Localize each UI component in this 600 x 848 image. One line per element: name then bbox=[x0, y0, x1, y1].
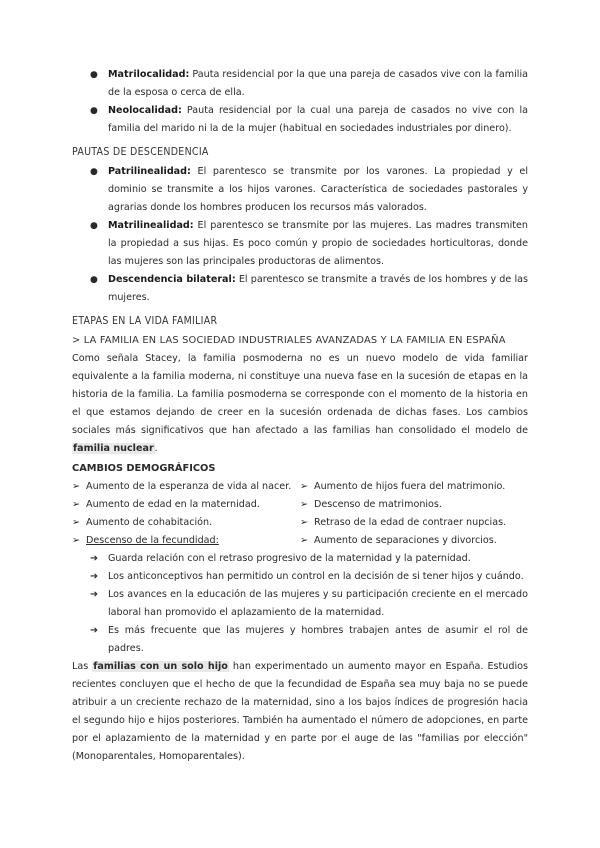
bullet-matrilocalidad bbox=[72, 66, 528, 102]
list-item-text: Es más frecuente que las mujeres y hombres trabajen antes de asumir el rol de padres. bbox=[108, 625, 528, 654]
list-item bbox=[72, 532, 300, 550]
bullet-patrilinealidad bbox=[72, 163, 528, 217]
highlight-familias-un-hijo: familias con un solo hijo bbox=[93, 661, 228, 672]
arrow-icon: ➢ bbox=[300, 535, 309, 546]
arrow-icon: ➢ bbox=[300, 499, 309, 510]
heading-cambios-demograficos: CAMBIOS DEMOGRÁFICOS bbox=[72, 463, 216, 474]
bullet-dot: ● bbox=[90, 70, 98, 80]
arrow-icon: ➢ bbox=[72, 499, 81, 510]
list-item-text: Guarda relación con el retraso progresivo de la maternidad y la paternidad. bbox=[108, 553, 471, 564]
term-neolocalidad: Neolocalidad: bbox=[108, 105, 182, 116]
para-text-before: Como señala Stacey, la familia posmoderna no es un nuevo modelo de vida familiar equivalente a la familia moderna, ni constituye una nueva fase en la sucesión de etapas en la historia de la familia. La familia posmoderna se corresponde con el momento de la historia en el que estamos dejando de creer en la sucesión ordenada de dichas fases. Los cambios sociales más significativos que han afectado a las familias han consolidado el modelo de bbox=[72, 353, 528, 436]
def-neolocalidad: Pauta residencial por la cual una pareja de casados no vive con la familia del marido ni la de la mujer (habitual en sociedades industriales por dinero). bbox=[108, 105, 528, 134]
list-item-text: Descenso de matrimonios. bbox=[314, 499, 442, 510]
highlight-familia-nuclear: familia nuclear bbox=[73, 443, 154, 454]
descent-bullets bbox=[72, 163, 528, 307]
def-matrilinealidad: El parentesco se transmite por las mujeres. Las madres transmiten la propiedad a sus hijas. Es poco común y propio de sociedades horticultoras, donde las mujeres son las principales productoras de alimentos. bbox=[108, 220, 528, 267]
arrow-icon: ➢ bbox=[72, 481, 81, 492]
paragraph-familia-posmoderna bbox=[72, 350, 528, 458]
list-item bbox=[300, 514, 528, 532]
list-item-text: Aumento de separaciones y divorcios. bbox=[314, 535, 497, 546]
bullet-matrilinealidad bbox=[72, 217, 528, 271]
list-item bbox=[300, 532, 528, 550]
def-descendencia-bilateral: El parentesco se transmite a través de los hombres y de las mujeres. bbox=[108, 274, 528, 303]
list-item-text: Los avances en la educación de las mujeres y su participación creciente en el mercado laboral han promovido el aplazamiento de la maternidad. bbox=[108, 589, 528, 618]
list-item bbox=[300, 478, 528, 496]
heading-etapas-vida-familiar: ETAPAS EN LA VIDA FAMILIAR bbox=[72, 315, 218, 327]
list-item-text-underlined: Descenso de la fecundidad: bbox=[86, 535, 219, 546]
def-matrilocalidad: Pauta residencial por la que una pareja de casados vive con la familia de la esposa o cerca de ella. bbox=[108, 69, 528, 98]
para-text-before: Las bbox=[72, 661, 93, 672]
paragraph-familias-un-hijo bbox=[72, 658, 528, 766]
list-item-text: Aumento de cohabitación. bbox=[86, 517, 213, 528]
bullet-dot: ● bbox=[90, 106, 98, 116]
bullet-dot: ● bbox=[90, 167, 98, 177]
arrow-right-icon: ➔ bbox=[90, 625, 99, 636]
arrow-right-icon: ➔ bbox=[90, 589, 99, 600]
bullet-dot: ● bbox=[90, 221, 98, 231]
para-text-after: han experimentado un aumento mayor en España. Estudios recientes concluyen que el hecho de que la fecundidad de España sea muy baja no se puede atribuir a un creciente rechazo de la maternidad, sino a los bajos índices de progresión hacia el segundo hijo e hijos posteriores. También ha aumentado el número de adopciones, en parte por el aplazamiento de la maternidad y en parte por el auge de las "familias por elección" (Monoparentales, Homoparentales). bbox=[72, 661, 528, 762]
list-item-text: Aumento de hijos fuera del matrimonio. bbox=[314, 481, 506, 492]
list-item-text: Aumento de edad en la maternidad. bbox=[86, 499, 260, 510]
list-item bbox=[90, 622, 528, 658]
demographic-changes-list bbox=[72, 478, 528, 550]
def-patrilinealidad: El parentesco se transmite por los varones. La propiedad y el dominio se transmite a los hijos varones. Característica de sociedades pastorales y agrarias donde los hombres producen los recursos más valorados. bbox=[108, 166, 528, 213]
list-item bbox=[90, 568, 528, 586]
list-item-text: Los anticonceptivos han permitido un control en la decisión de si tener hijos y cuándo. bbox=[108, 571, 524, 582]
fertility-sub-list bbox=[72, 550, 528, 658]
subheading-familia-sociedades: > LA FAMILIA EN LAS SOCIEDAD INDUSTRIALES AVANZADAS Y LA FAMILIA EN ESPAÑA bbox=[72, 335, 506, 346]
term-descendencia-bilateral: Descendencia bilateral: bbox=[108, 274, 236, 285]
arrow-icon: ➢ bbox=[300, 481, 309, 492]
para-text-after: . bbox=[154, 443, 158, 454]
bullet-neolocalidad bbox=[72, 102, 528, 138]
bullet-descendencia-bilateral bbox=[72, 271, 528, 307]
arrow-icon: ➢ bbox=[300, 517, 309, 528]
term-matrilinealidad: Matrilinealidad: bbox=[108, 220, 194, 231]
list-item bbox=[72, 514, 300, 532]
term-matrilocalidad: Matrilocalidad: bbox=[108, 69, 190, 80]
list-item bbox=[90, 586, 528, 622]
heading-pautas-descendencia: PAUTAS DE DESCENDENCIA bbox=[72, 146, 209, 158]
demographic-col-right bbox=[300, 478, 528, 550]
arrow-icon: ➢ bbox=[72, 535, 81, 546]
list-item bbox=[300, 496, 528, 514]
list-item-text: Retraso de la edad de contraer nupcias. bbox=[314, 517, 507, 528]
list-item-text: Aumento de la esperanza de vida al nacer. bbox=[86, 481, 292, 492]
bullet-dot: ● bbox=[90, 275, 98, 285]
document-page bbox=[72, 66, 528, 766]
demographic-col-left bbox=[72, 478, 300, 550]
term-patrilinealidad: Patrilinealidad: bbox=[108, 166, 191, 177]
residence-bullets bbox=[72, 66, 528, 138]
list-item bbox=[72, 496, 300, 514]
list-item bbox=[72, 478, 300, 496]
arrow-right-icon: ➔ bbox=[90, 571, 99, 582]
list-item bbox=[90, 550, 528, 568]
arrow-icon: ➢ bbox=[72, 517, 81, 528]
arrow-right-icon: ➔ bbox=[90, 553, 99, 564]
